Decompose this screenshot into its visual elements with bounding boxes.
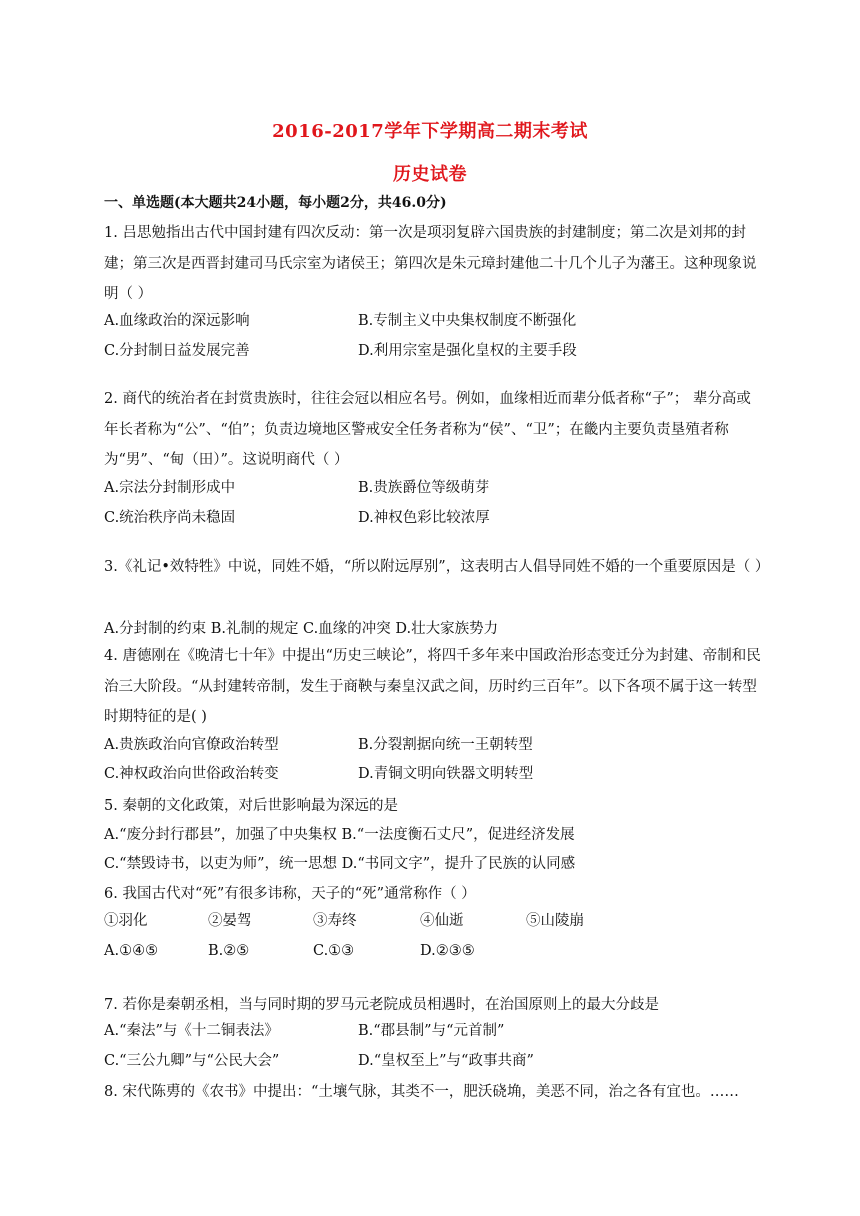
question-6-item: ③寿终 <box>313 913 357 929</box>
question-1-option-b: B.专制主义中央集权制度不断强化 <box>358 313 577 329</box>
question-7-option-a: A.“秦法”与《十二铜表法》 <box>104 1023 279 1039</box>
question-2-option-b: B.贵族爵位等级萌芽 <box>358 480 490 496</box>
question-5-options-cd: C.“禁毁诗书，以吏为师”，统一思想 D.“书同文字”，提升了民族的认同感 <box>104 856 576 872</box>
question-7-stem: 7. 若你是秦朝丞相，当与同时期的罗马元老院成员相遇时，在治国原则上的最大分歧是 <box>104 997 659 1013</box>
exam-subtitle: 历史试卷 <box>393 164 467 185</box>
question-6-item: ⑤山陵崩 <box>526 913 584 929</box>
question-6-item: ④仙逝 <box>420 913 464 929</box>
question-6-option-b: B.②⑤ <box>208 943 250 959</box>
question-7-option-b: B.“郡县制”与“元首制” <box>358 1023 505 1039</box>
question-4-option-c: C.神权政治向世俗政治转变 <box>104 766 279 782</box>
question-2-stem: 2. 商代的统治者在封赏贵族时，往往会冠以相应名号。例如，血缘相近而辈分低者称“子”； 辈分高或年长者称为“公”、“伯”；负责边境地区警戒安全任务者称为“侯”、“卫”；在畿内主要负责垦殖者称为“男”、“甸（田）”。这说明商代（ ） <box>104 391 751 468</box>
question-6-stem: 6. 我国古代对“死”有很多讳称，天子的“死”通常称作（ ） <box>104 886 476 902</box>
question-6-option-c: C.①③ <box>313 943 355 959</box>
question-4-option-a: A.贵族政治向官僚政治转型 <box>104 737 279 753</box>
question-4-option-b: B.分裂割据向统一王朝转型 <box>358 737 533 753</box>
question-8-stem: 8. 宋代陈旉的《农书》中提出：“土壤气脉，其类不一，肥沃硗埆，美恶不同，治之各有宜也。…… <box>104 1084 739 1100</box>
question-4-stem: 4. 唐德刚在《晚清七十年》中提出“历史三峡论”，将四千多年来中国政治形态变迁分为封建、帝制和民治三大阶段。“从封建转帝制，发生于商鞅与秦皇汉武之间，历时约三百年”。以下各项不属于这一转型时期特征的是( ) <box>104 648 761 725</box>
question-5-options-ab: A.“废分封行郡县”，加强了中央集权 B.“一法度衡石丈尺”，促进经济发展 <box>104 827 575 843</box>
question-3-options: A.分封制的约束 B.礼制的规定 C.血缘的冲突 D.壮大家族势力 <box>104 621 499 637</box>
question-7-option-c: C.“三公九卿”与“公民大会” <box>104 1053 280 1069</box>
question-6-item: ①羽化 <box>104 913 148 929</box>
question-1-option-a: A.血缘政治的深远影响 <box>104 313 250 329</box>
question-2-option-d: D.神权色彩比较浓厚 <box>358 510 490 526</box>
exam-title: 2016-2017学年下学期高二期末考试 <box>272 121 588 142</box>
question-6-option-a: A.①④⑤ <box>104 943 159 959</box>
question-1-stem: 1. 吕思勉指出古代中国封建有四次反动：第一次是项羽复辟六国贵族的封建制度；第二次是刘邦的封建；第三次是西晋封建司马氏宗室为诸侯王；第四次是朱元璋封建他二十几个儿子为藩王。这种现象说明（ ） <box>104 225 757 302</box>
question-1-option-c: C.分封制日益发展完善 <box>104 343 250 359</box>
question-5-stem: 5. 秦朝的文化政策，对后世影响最为深远的是 <box>104 798 398 814</box>
question-1-option-d: D.利用宗室是强化皇权的主要手段 <box>358 343 577 359</box>
question-6-option-d: D.②③⑤ <box>420 943 475 959</box>
question-2-option-a: A.宗法分封制形成中 <box>104 480 236 496</box>
question-3-stem: 3.《礼记•效特牲》中说，同姓不婚，“所以附远厚别”，这表明古人倡导同姓不婚的一个重要原因是（ ） <box>104 559 770 575</box>
question-2-option-c: C.统治秩序尚未稳固 <box>104 510 236 526</box>
section-heading: 一、单选题(本大题共24小题，每小题2分，共46.0分) <box>104 195 447 211</box>
question-7-option-d: D.“皇权至上”与“政事共商” <box>358 1053 534 1069</box>
question-6-item: ②晏驾 <box>208 913 252 929</box>
question-4-option-d: D.青铜文明向铁器文明转型 <box>358 766 534 782</box>
